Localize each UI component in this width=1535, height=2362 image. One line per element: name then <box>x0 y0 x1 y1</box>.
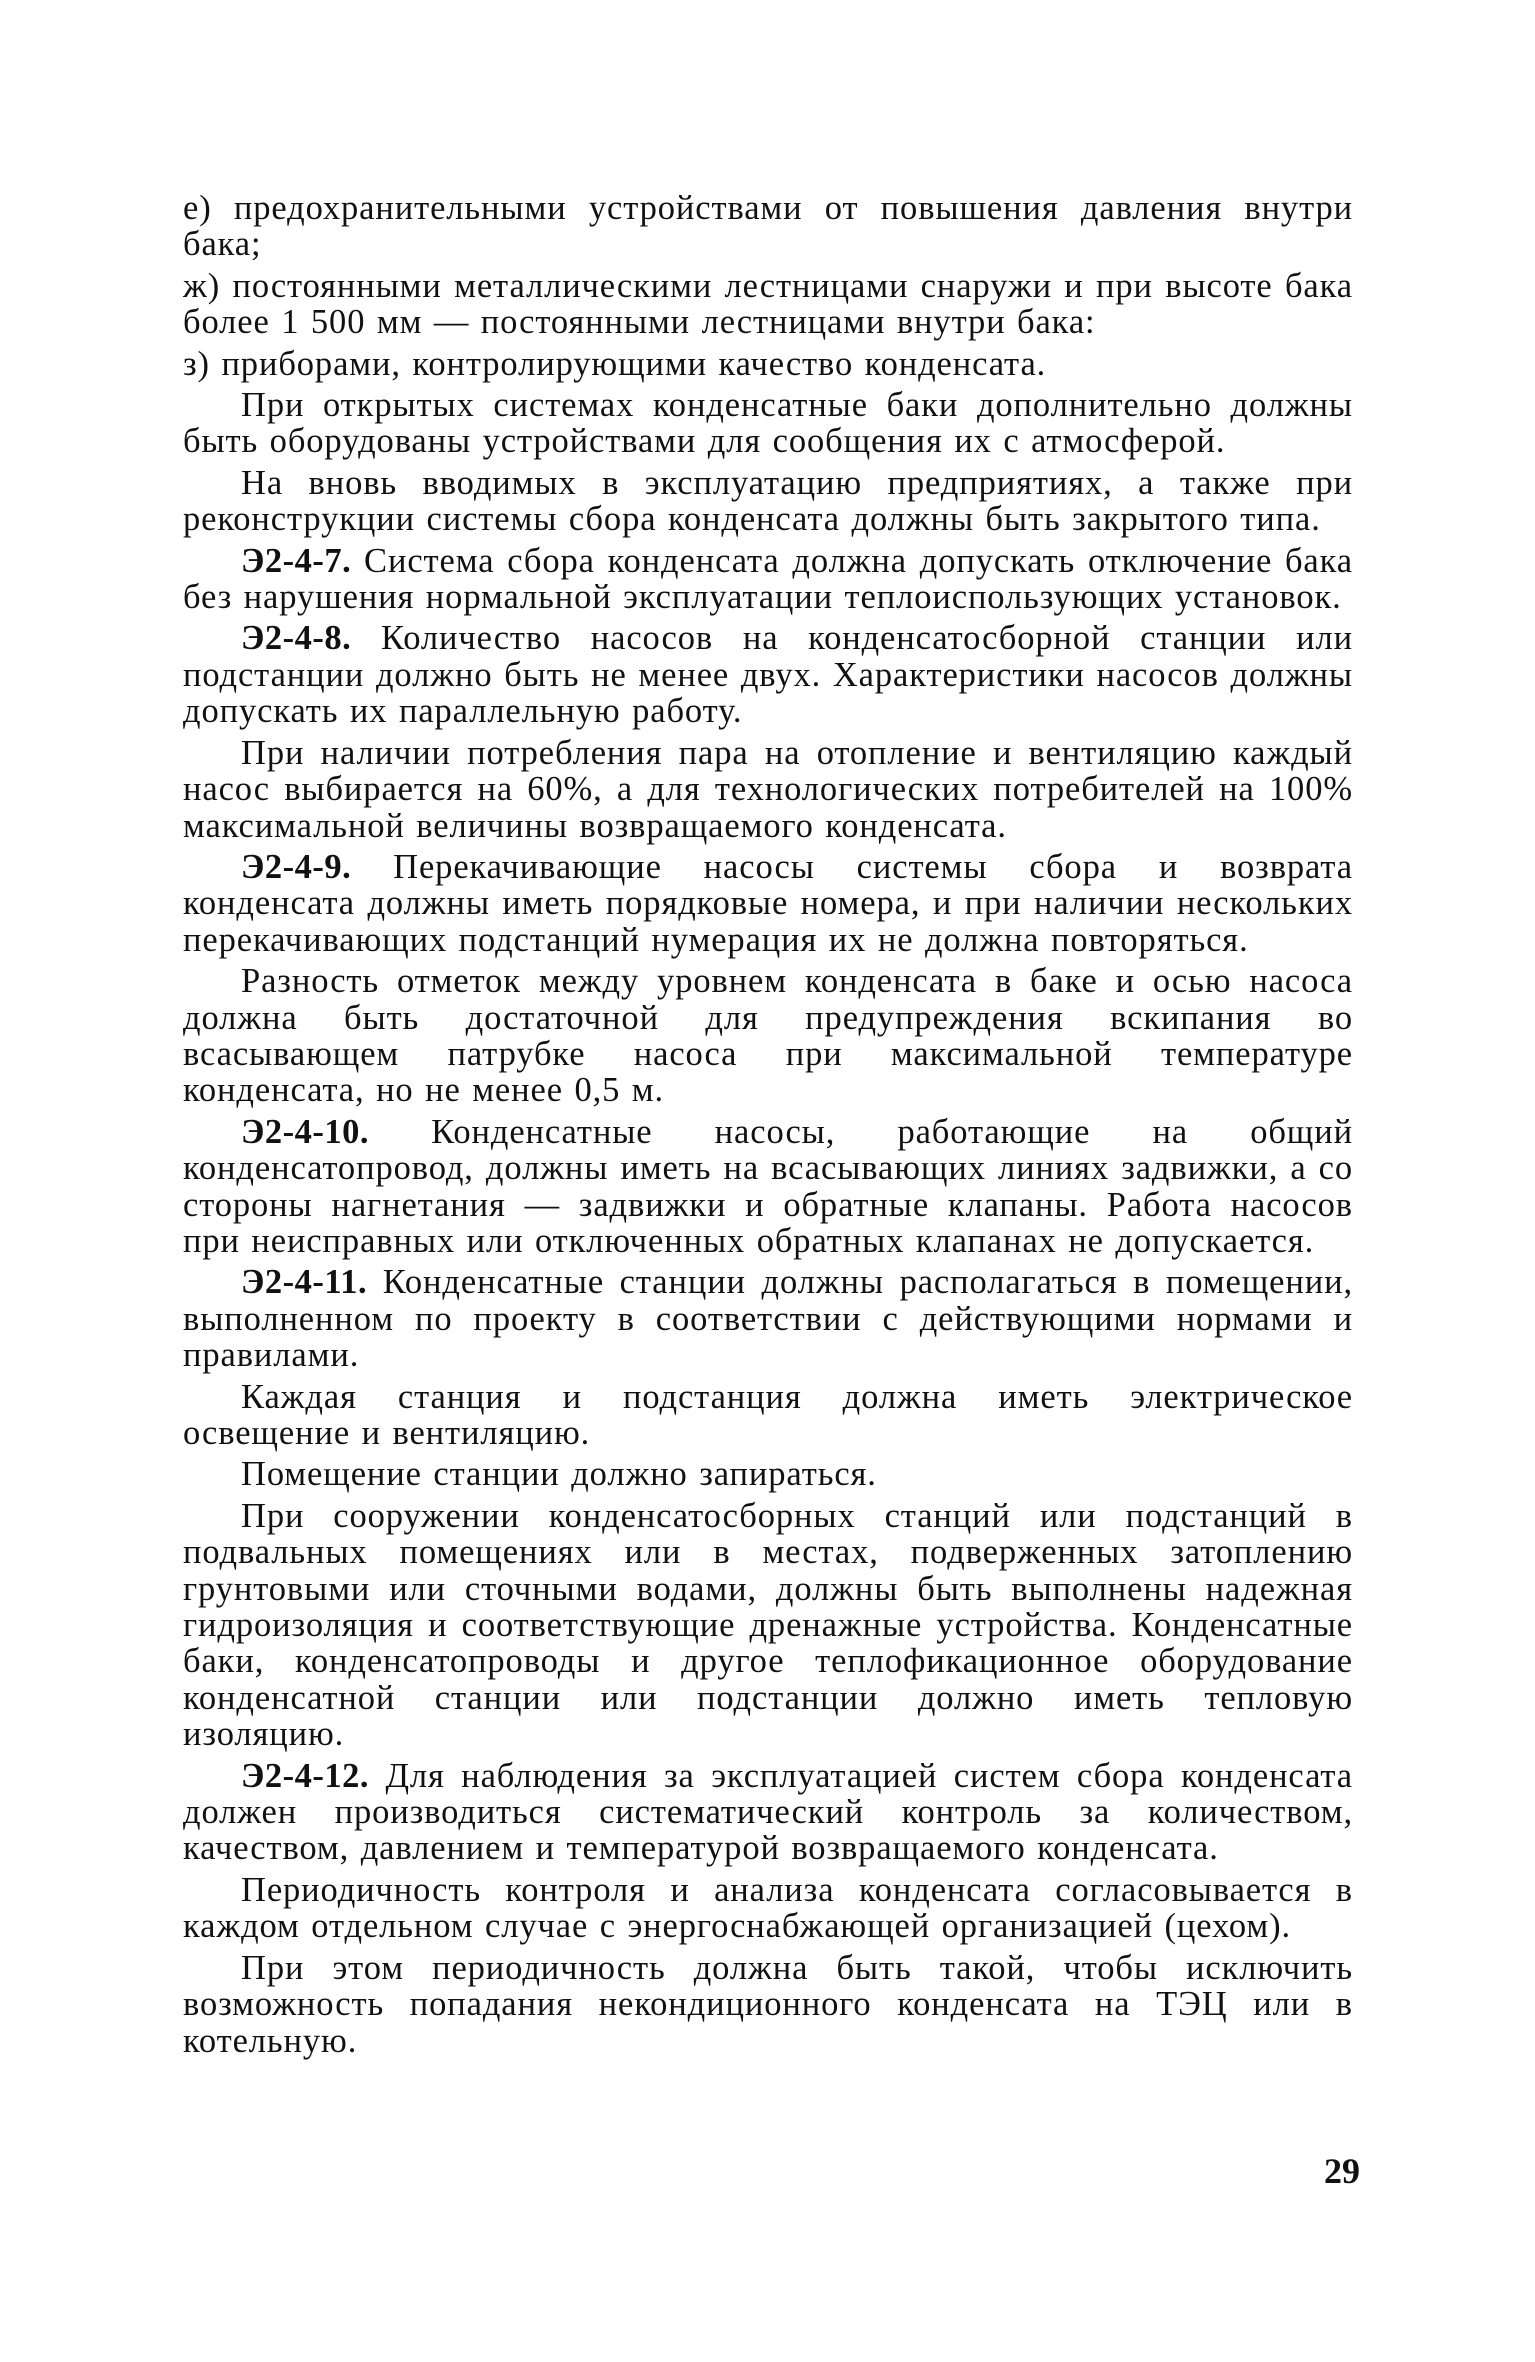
paragraph-text: з) приборами, контролирующими качество конденсата. <box>183 344 1047 383</box>
paragraph-open-systems <box>183 387 1353 460</box>
paragraph-e2-4-12 <box>183 1758 1353 1867</box>
paragraph-text: Конденсатные станции должны располагаться в помещении, выполненном по проекту в соответствии с действующими нормами и правилами. <box>183 1263 1353 1375</box>
paragraph-text: Для наблюдения за эксплуатацией систем сбора конденсата должен производиться систематический контроль за количеством, качеством, давлением и температурой возвращаемого конденсата. <box>183 1756 1353 1868</box>
paragraph-text: На вновь вводимых в эксплуатацию предприятиях, а также при реконструкции системы сбора конденсата должны быть закрытого типа. <box>183 463 1353 539</box>
paragraph-item-z <box>183 346 1353 382</box>
paragraph-basement-construction <box>183 1498 1353 1753</box>
clause-number: Э2-4-11. <box>241 1263 368 1302</box>
paragraph-text: При наличии потребления пара на отопление и вентиляцию каждый насос выбирается на 60%, а для технологических потребителей на 100% максимальной величины возвращаемого конденсата. <box>183 733 1353 845</box>
paragraph-text: Периодичность контроля и анализа конденсата согласовывается в каждом отдельном случае с энергоснабжающей организацией (цехом). <box>183 1870 1353 1946</box>
page-number: 29 <box>1324 2151 1360 2191</box>
paragraph-control-frequency <box>183 1872 1353 1945</box>
document-body <box>183 190 1353 2064</box>
paragraph-e2-4-8 <box>183 620 1353 729</box>
paragraph-locking <box>183 1456 1353 1492</box>
paragraph-text: Конденсатные насосы, работающие на общий конденсатопровод, должны иметь на всасывающих линиях задвижки, а со стороны нагнетания — задвижки и обратные клапаны. Работа насосов при неисправных или отключенных обратных клапанах не допускается. <box>183 1112 1353 1260</box>
paragraph-item-zh <box>183 268 1353 341</box>
paragraph-text: Разность отметок между уровнем конденсата в баке и осью насоса должна быть достаточной для предупреждения вскипания во всасывающем патрубке насоса при максимальной температуре конденсата, но не менее 0,5 м. <box>183 962 1353 1110</box>
paragraph-steam-consumption <box>183 735 1353 844</box>
paragraph-text: При сооружении конденсатосборных станций или подстанций в подвальных помещениях или в местах, подверженных затоплению грунтовыми или сточными водами, должны быть выполнены надежная гидроизоляция и соответствующие дренажные устройства. Конденсатные баки, конденсатопроводы и другое теплофикационное оборудование конденсатной станции или подстанции должно иметь тепловую изоляцию. <box>183 1496 1353 1754</box>
paragraph-level-difference <box>183 963 1353 1109</box>
paragraph-text: Система сбора конденсата должна допускать отключение бака без нарушения нормальной эксплуатации теплоиспользующих установок. <box>183 541 1353 617</box>
paragraph-final <box>183 1950 1353 2059</box>
clause-number: Э2-4-8. <box>241 619 352 658</box>
paragraph-text: Помещение станции должно запираться. <box>241 1455 877 1494</box>
paragraph-text: Перекачивающие насосы системы сбора и возврата конденсата должны иметь порядковые номера, и при наличии нескольких перекачивающих подстанций нумерация их не должна повторяться. <box>183 847 1353 959</box>
paragraph-e2-4-9 <box>183 849 1353 958</box>
paragraph-lighting-ventilation <box>183 1379 1353 1452</box>
paragraph-text: ж) постоянными металлическими лестницами снаружи и при высоте бака более 1 500 мм — постоянными лестницами внутри бака: <box>183 266 1353 342</box>
paragraph-text: При этом периодичность должна быть такой, чтобы исключить возможность попадания некондиционного конденсата на ТЭЦ или в котельную. <box>183 1948 1353 2060</box>
paragraph-e2-4-11 <box>183 1264 1353 1373</box>
clause-number: Э2-4-10. <box>241 1112 370 1151</box>
paragraph-e2-4-10 <box>183 1114 1353 1260</box>
paragraph-e2-4-7 <box>183 543 1353 616</box>
clause-number: Э2-4-12. <box>241 1756 370 1795</box>
paragraph-text: Количество насосов на конденсатосборной станции или подстанции должно быть не менее двух. Характеристики насосов должны допускать их параллельную работу. <box>183 619 1353 731</box>
paragraph-new-enterprises <box>183 465 1353 538</box>
clause-number: Э2-4-7. <box>241 541 352 580</box>
paragraph-text: е) предохранительными устройствами от повышения давления внутри бака; <box>183 189 1353 264</box>
clause-number: Э2-4-9. <box>241 847 352 886</box>
paragraph-text: При открытых системах конденсатные баки дополнительно должны быть оборудованы устройствами для сообщения их с атмосферой. <box>183 386 1353 461</box>
paragraph-text: Каждая станция и подстанция должна иметь электрическое освещение и вентиляцию. <box>183 1377 1353 1452</box>
paragraph-item-e <box>183 190 1353 263</box>
